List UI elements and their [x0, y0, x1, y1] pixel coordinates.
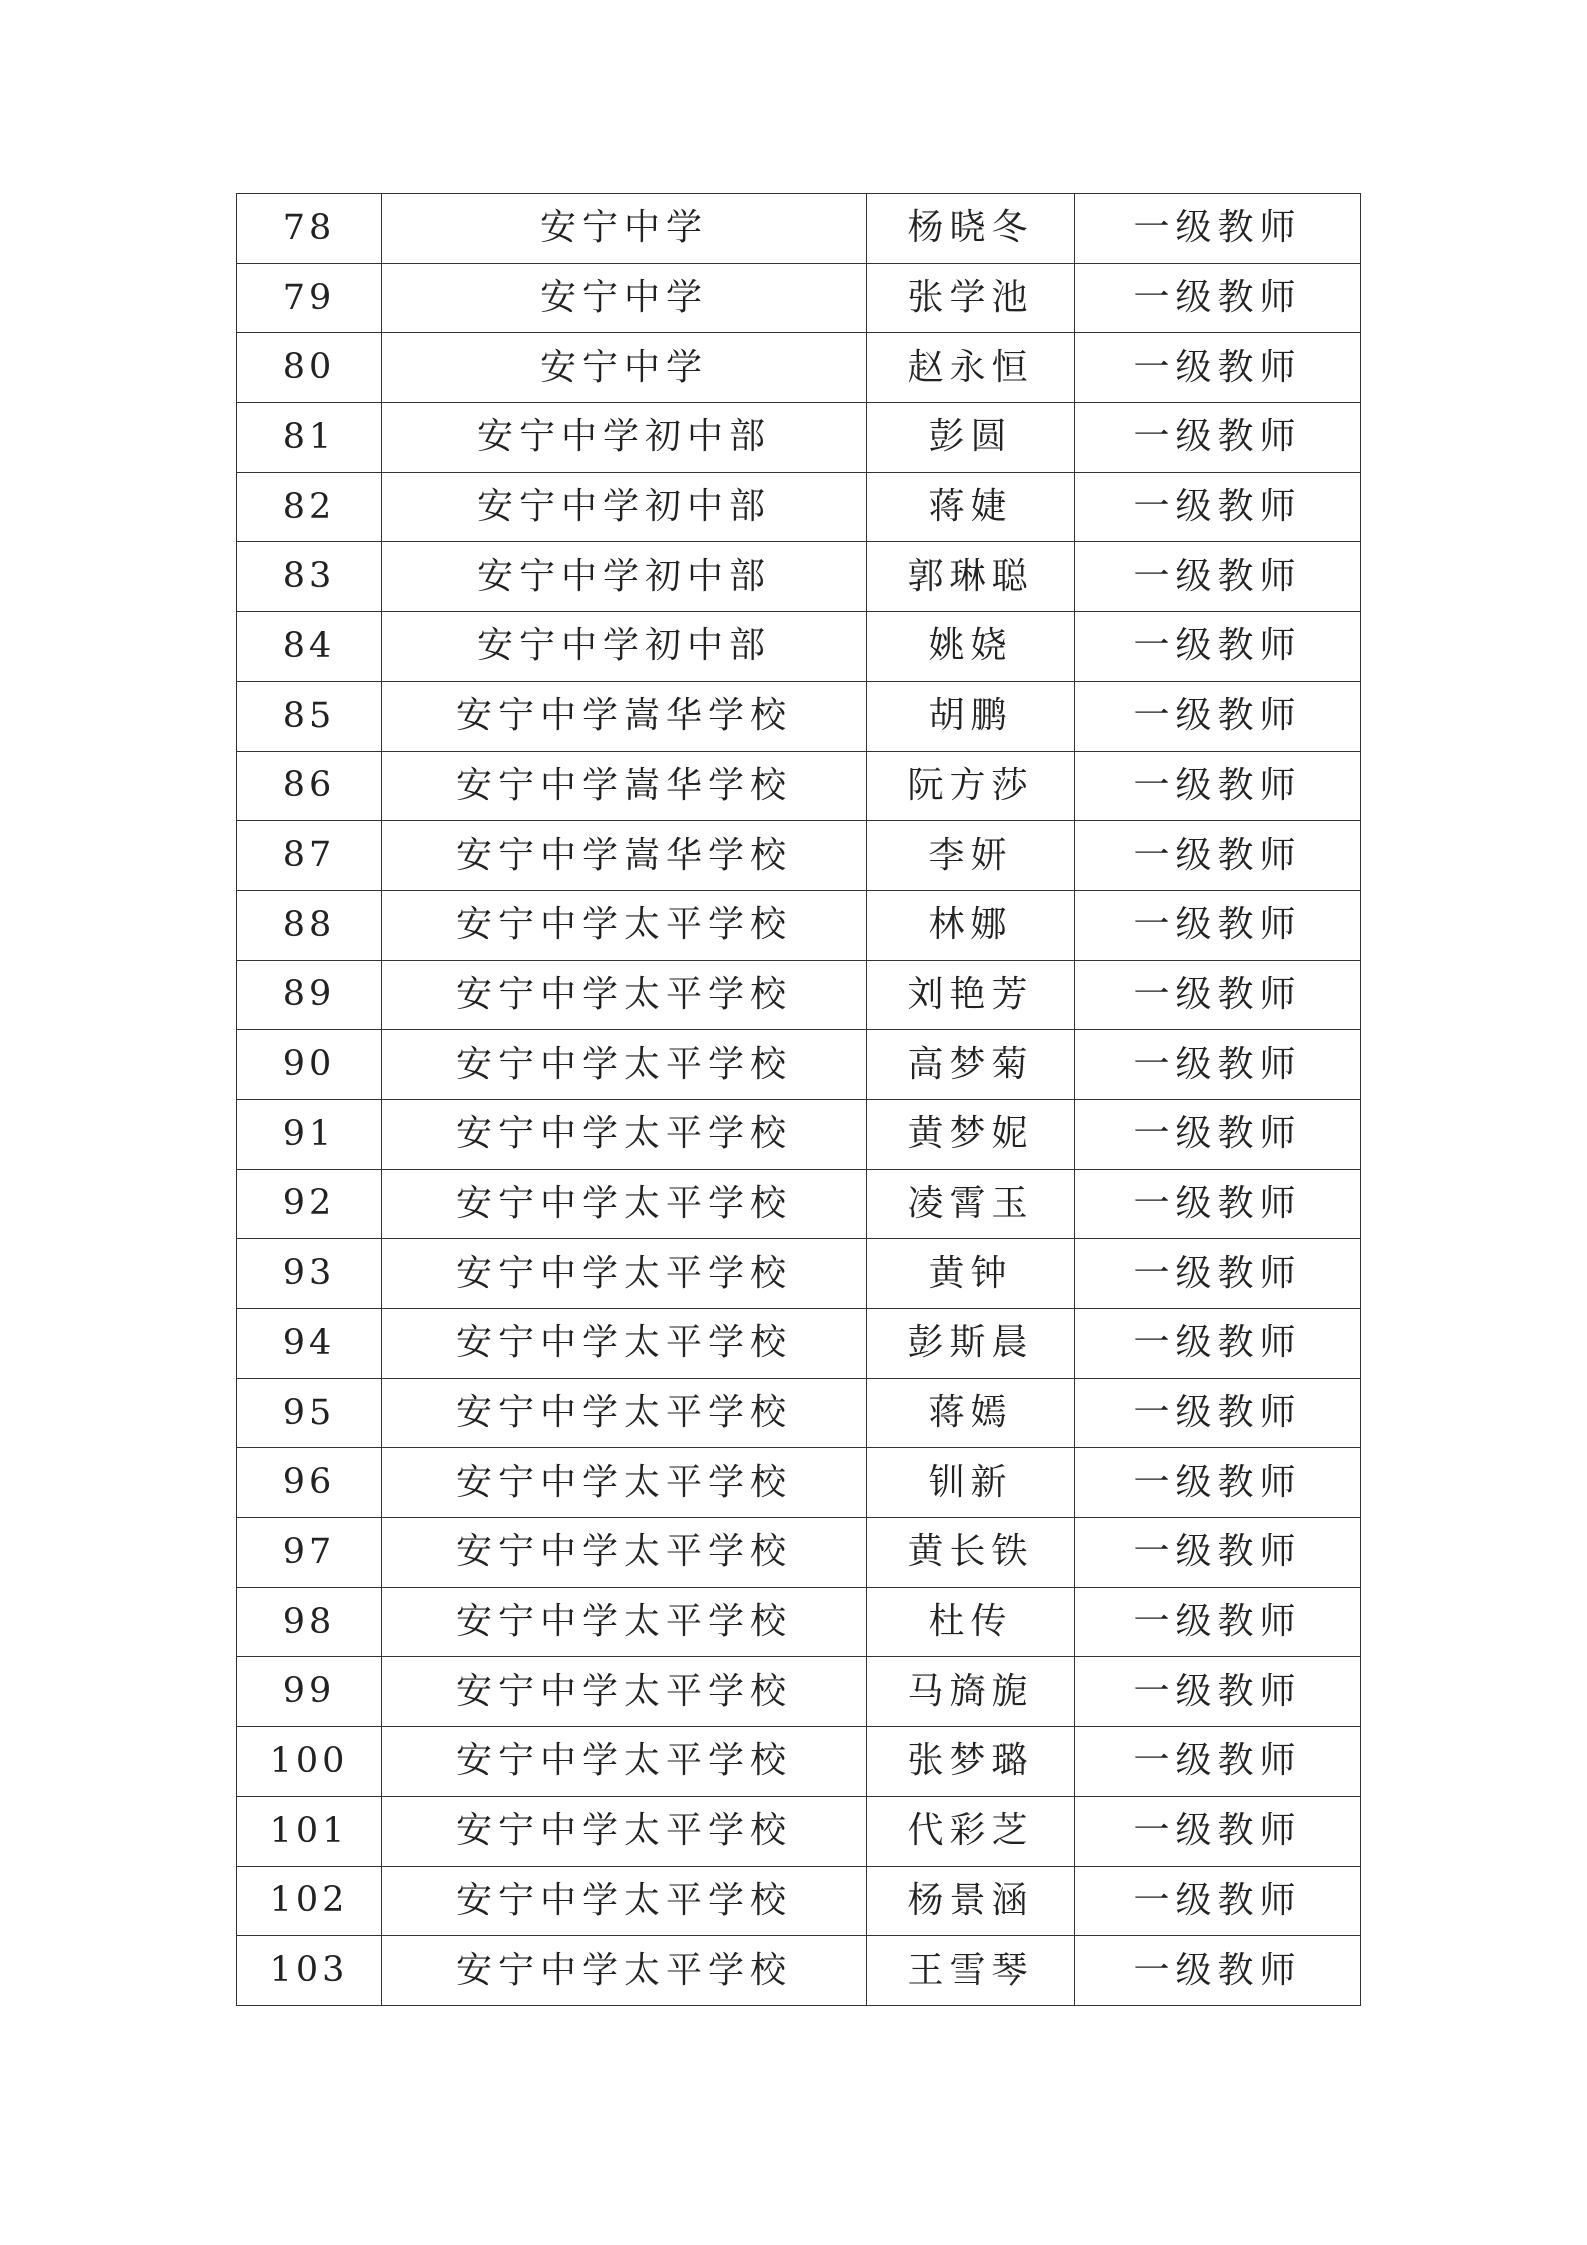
teacher-roster-table — [236, 193, 1361, 2006]
row-number: 82 — [237, 472, 382, 542]
table-row — [237, 403, 1361, 473]
teacher-name: 郭琳聪 — [867, 542, 1075, 612]
teacher-name: 蒋婕 — [867, 472, 1075, 542]
teacher-name: 赵永恒 — [867, 333, 1075, 403]
table-row — [237, 1866, 1361, 1936]
teacher-name: 林娜 — [867, 890, 1075, 960]
table-row — [237, 1796, 1361, 1866]
school-name: 安宁中学初中部 — [382, 612, 867, 682]
school-name: 安宁中学嵩华学校 — [382, 751, 867, 821]
school-name: 安宁中学太平学校 — [382, 1309, 867, 1379]
row-number: 78 — [237, 194, 382, 264]
teacher-name: 李妍 — [867, 821, 1075, 891]
school-name: 安宁中学 — [382, 333, 867, 403]
table-row — [237, 1448, 1361, 1518]
row-number: 100 — [237, 1727, 382, 1797]
teacher-title: 一级教师 — [1075, 821, 1361, 891]
row-number: 94 — [237, 1309, 382, 1379]
table-row — [237, 1030, 1361, 1100]
school-name: 安宁中学 — [382, 263, 867, 333]
row-number: 91 — [237, 1099, 382, 1169]
school-name: 安宁中学初中部 — [382, 472, 867, 542]
table-row — [237, 472, 1361, 542]
teacher-title: 一级教师 — [1075, 1099, 1361, 1169]
teacher-name: 彭斯晨 — [867, 1309, 1075, 1379]
teacher-title: 一级教师 — [1075, 1448, 1361, 1518]
school-name: 安宁中学 — [382, 194, 867, 264]
teacher-title: 一级教师 — [1075, 403, 1361, 473]
row-number: 98 — [237, 1587, 382, 1657]
teacher-title: 一级教师 — [1075, 1657, 1361, 1727]
school-name: 安宁中学太平学校 — [382, 1448, 867, 1518]
table-row — [237, 1169, 1361, 1239]
school-name: 安宁中学太平学校 — [382, 1866, 867, 1936]
teacher-title: 一级教师 — [1075, 333, 1361, 403]
teacher-name: 高梦菊 — [867, 1030, 1075, 1100]
school-name: 安宁中学太平学校 — [382, 1796, 867, 1866]
row-number: 83 — [237, 542, 382, 612]
teacher-name: 张学池 — [867, 263, 1075, 333]
table-row — [237, 542, 1361, 612]
teacher-title: 一级教师 — [1075, 960, 1361, 1030]
row-number: 85 — [237, 681, 382, 751]
teacher-name: 阮方莎 — [867, 751, 1075, 821]
teacher-name: 杨晓冬 — [867, 194, 1075, 264]
teacher-name: 胡鹏 — [867, 681, 1075, 751]
teacher-title: 一级教师 — [1075, 1866, 1361, 1936]
table-row — [237, 194, 1361, 264]
row-number: 89 — [237, 960, 382, 1030]
row-number: 81 — [237, 403, 382, 473]
row-number: 101 — [237, 1796, 382, 1866]
row-number: 92 — [237, 1169, 382, 1239]
school-name: 安宁中学初中部 — [382, 542, 867, 612]
school-name: 安宁中学太平学校 — [382, 1239, 867, 1309]
row-number: 99 — [237, 1657, 382, 1727]
row-number: 80 — [237, 333, 382, 403]
table-row — [237, 821, 1361, 891]
teacher-title: 一级教师 — [1075, 472, 1361, 542]
table-row — [237, 1936, 1361, 2006]
table-row — [237, 1518, 1361, 1588]
teacher-title: 一级教师 — [1075, 1796, 1361, 1866]
teacher-title: 一级教师 — [1075, 681, 1361, 751]
teacher-name: 凌霄玉 — [867, 1169, 1075, 1239]
table-row — [237, 890, 1361, 960]
row-number: 103 — [237, 1936, 382, 2006]
row-number: 88 — [237, 890, 382, 960]
row-number: 93 — [237, 1239, 382, 1309]
teacher-title: 一级教师 — [1075, 751, 1361, 821]
row-number: 96 — [237, 1448, 382, 1518]
school-name: 安宁中学嵩华学校 — [382, 821, 867, 891]
school-name: 安宁中学太平学校 — [382, 1657, 867, 1727]
teacher-title: 一级教师 — [1075, 1378, 1361, 1448]
table-row — [237, 263, 1361, 333]
school-name: 安宁中学太平学校 — [382, 1727, 867, 1797]
teacher-title: 一级教师 — [1075, 1936, 1361, 2006]
school-name: 安宁中学太平学校 — [382, 960, 867, 1030]
school-name: 安宁中学太平学校 — [382, 1030, 867, 1100]
row-number: 95 — [237, 1378, 382, 1448]
teacher-name: 黄钟 — [867, 1239, 1075, 1309]
teacher-name: 王雪琴 — [867, 1936, 1075, 2006]
row-number: 97 — [237, 1518, 382, 1588]
teacher-title: 一级教师 — [1075, 263, 1361, 333]
school-name: 安宁中学嵩华学校 — [382, 681, 867, 751]
row-number: 84 — [237, 612, 382, 682]
table-row — [237, 681, 1361, 751]
teacher-name: 黄梦妮 — [867, 1099, 1075, 1169]
teacher-title: 一级教师 — [1075, 612, 1361, 682]
row-number: 102 — [237, 1866, 382, 1936]
teacher-name: 杜传 — [867, 1587, 1075, 1657]
table-row — [237, 1587, 1361, 1657]
teacher-title: 一级教师 — [1075, 1030, 1361, 1100]
teacher-name: 彭圆 — [867, 403, 1075, 473]
teacher-name: 张梦璐 — [867, 1727, 1075, 1797]
table-row — [237, 1239, 1361, 1309]
row-number: 86 — [237, 751, 382, 821]
school-name: 安宁中学太平学校 — [382, 1936, 867, 2006]
teacher-name: 蒋嫣 — [867, 1378, 1075, 1448]
table-row — [237, 960, 1361, 1030]
school-name: 安宁中学太平学校 — [382, 1099, 867, 1169]
school-name: 安宁中学初中部 — [382, 403, 867, 473]
table-row — [237, 1727, 1361, 1797]
table-row — [237, 751, 1361, 821]
teacher-title: 一级教师 — [1075, 542, 1361, 612]
teacher-name: 黄长铁 — [867, 1518, 1075, 1588]
teacher-name: 钏新 — [867, 1448, 1075, 1518]
row-number: 90 — [237, 1030, 382, 1100]
table-row — [237, 333, 1361, 403]
teacher-title: 一级教师 — [1075, 1239, 1361, 1309]
teacher-name: 刘艳芳 — [867, 960, 1075, 1030]
table-row — [237, 1099, 1361, 1169]
teacher-title: 一级教师 — [1075, 1169, 1361, 1239]
teacher-title: 一级教师 — [1075, 1727, 1361, 1797]
row-number: 87 — [237, 821, 382, 891]
table-row — [237, 612, 1361, 682]
teacher-title: 一级教师 — [1075, 1518, 1361, 1588]
table-row — [237, 1657, 1361, 1727]
teacher-title: 一级教师 — [1075, 194, 1361, 264]
school-name: 安宁中学太平学校 — [382, 890, 867, 960]
school-name: 安宁中学太平学校 — [382, 1518, 867, 1588]
school-name: 安宁中学太平学校 — [382, 1378, 867, 1448]
table-row — [237, 1309, 1361, 1379]
teacher-name: 杨景涵 — [867, 1866, 1075, 1936]
table-body — [237, 194, 1361, 2006]
teacher-title: 一级教师 — [1075, 890, 1361, 960]
school-name: 安宁中学太平学校 — [382, 1587, 867, 1657]
teacher-title: 一级教师 — [1075, 1587, 1361, 1657]
teacher-name: 马旖旎 — [867, 1657, 1075, 1727]
row-number: 79 — [237, 263, 382, 333]
school-name: 安宁中学太平学校 — [382, 1169, 867, 1239]
table-row — [237, 1378, 1361, 1448]
teacher-name: 姚娆 — [867, 612, 1075, 682]
teacher-name: 代彩芝 — [867, 1796, 1075, 1866]
teacher-title: 一级教师 — [1075, 1309, 1361, 1379]
